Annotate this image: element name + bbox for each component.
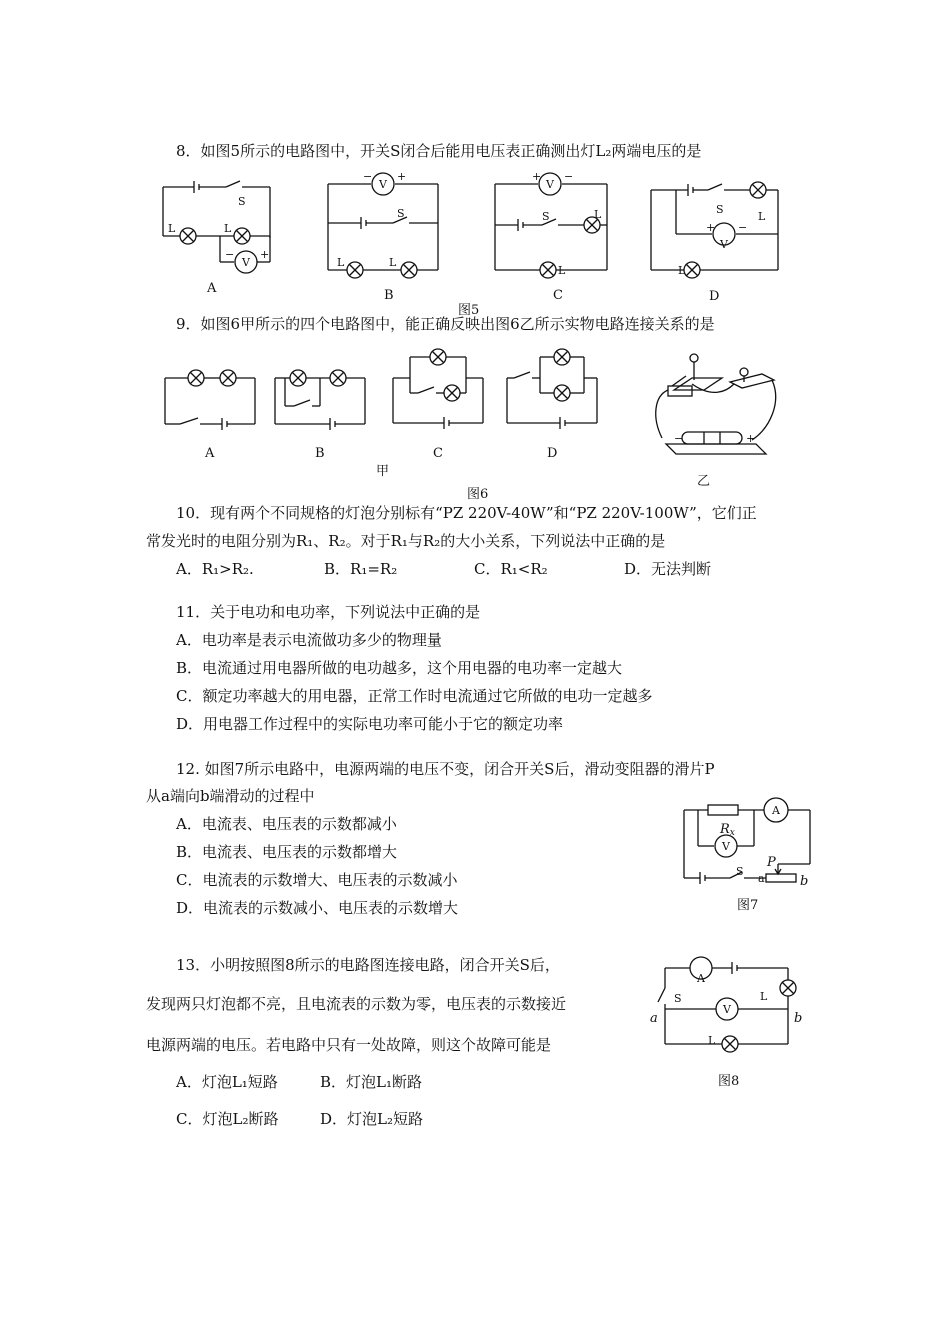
fig7-caption: 图7	[737, 898, 759, 913]
fig5-circuit-d	[648, 178, 783, 288]
fig5-circuit-a	[158, 178, 278, 278]
fig8-b-label: b	[794, 1011, 803, 1026]
q10-option-c: C．R₁<R₂	[474, 560, 548, 578]
svg-text:V: V	[720, 238, 728, 251]
q12-option-d: D．电流表的示数减小、电压表的示数增大	[176, 899, 459, 917]
svg-text:L: L	[758, 210, 766, 223]
q10-option-b: B．R₁=R₂	[324, 560, 398, 578]
svg-text:S: S	[674, 992, 682, 1005]
q10-option-a: A．R₁>R₂.	[176, 560, 254, 578]
svg-text:+: +	[706, 221, 716, 234]
q12-option-b: B．电流表、电压表的示数都增大	[176, 843, 398, 861]
svg-text:−: −	[363, 170, 373, 183]
fig5-label-c: C	[553, 288, 563, 303]
svg-text:V: V	[546, 178, 554, 191]
svg-text:V: V	[723, 1003, 731, 1016]
q12-line2: 从a端向b端滑动的过程中	[146, 787, 315, 805]
svg-text:L: L	[337, 256, 345, 269]
svg-text:−: −	[674, 432, 684, 445]
fig6-circuit-a	[160, 364, 260, 434]
q11-stem: 11．关于电功和电功率，下列说法中正确的是	[176, 603, 481, 621]
fig6-circuit-d	[502, 343, 602, 433]
svg-text:V: V	[722, 840, 730, 853]
fig6-label-c: C	[433, 446, 443, 461]
svg-text:−: −	[738, 221, 748, 234]
q13-option-a: A．灯泡L₁短路	[176, 1073, 278, 1091]
fig5-label-d: D	[709, 289, 720, 304]
fig6-circuit-c	[388, 343, 488, 433]
svg-text:L: L	[594, 208, 602, 221]
svg-text:+: +	[260, 248, 270, 261]
fig6-jia-label: 甲	[376, 464, 390, 479]
q13-option-d: D．灯泡L₂短路	[320, 1110, 424, 1128]
fig7-circuit	[678, 798, 818, 893]
q11-option-c: C．额定功率越大的用电器，正常工作时电流通过它所做的电功一定越多	[176, 687, 653, 705]
svg-text:A: A	[697, 972, 705, 985]
q10-line1: 10．现有两个不同规格的灯泡分别标有“PZ 220V-40W”和“PZ 220V-100W”，它们正	[176, 504, 757, 522]
svg-text:L: L	[224, 222, 232, 235]
q12-line1: 12. 如图7所示电路中，电源两端的电压不变，闭合开关S后，滑动变阻器的滑片P	[176, 760, 715, 778]
q11-option-a: A．电功率是表示电流做功多少的物理量	[176, 631, 442, 649]
q11-option-d: D．用电器工作过程中的实际电功率可能小于它的额定功率	[176, 715, 564, 733]
q13-option-c: C．灯泡L₂断路	[176, 1110, 279, 1128]
svg-text:L: L	[389, 256, 397, 269]
svg-text:A: A	[772, 804, 780, 817]
q12-option-c: C．电流表的示数增大、电压表的示数减小	[176, 871, 458, 889]
fig6-yi-label: 乙	[697, 474, 711, 489]
fig6-physical-circuit	[652, 348, 777, 463]
q9-stem: 9．如图6甲所示的四个电路图中，能正确反映出图6乙所示实物电路连接关系的是	[176, 315, 715, 333]
svg-text:a: a	[758, 872, 765, 885]
fig7-rx-label: $R_x$	[720, 822, 735, 838]
fig6-label-d: D	[547, 446, 558, 461]
fig5-caption: 图5	[458, 303, 480, 318]
fig5-label-b: B	[384, 288, 394, 303]
q13-line2: 发现两只灯泡都不亮，且电流表的示数为零，电压表的示数接近	[146, 995, 567, 1013]
q10-line2: 常发光时的电阻分别为R₁、R₂。对于R₁与R₂的大小关系，下列说法中正确的是	[146, 532, 666, 550]
fig6-label-b: B	[315, 446, 325, 461]
svg-text:S: S	[736, 865, 744, 878]
q11-option-b: B．电流通过用电器所做的电功越多，这个用电器的电功率一定越大	[176, 659, 623, 677]
svg-text:−: −	[564, 170, 574, 183]
svg-text:S: S	[542, 210, 550, 223]
svg-text:L: L	[678, 264, 686, 277]
q12-option-a: A．电流表、电压表的示数都减小	[176, 815, 397, 833]
fig7-b-label: b	[800, 874, 809, 889]
svg-text:L: L	[168, 222, 176, 235]
fig6-caption: 图6	[467, 487, 489, 502]
fig8-caption: 图8	[718, 1074, 740, 1089]
q13-line3: 电源两端的电压。若电路中只有一处故障，则这个故障可能是	[146, 1036, 552, 1054]
q8-stem: 8．如图5所示的电路图中，开关S闭合后能用电压表正确测出灯L₂两端电压的是	[176, 142, 702, 160]
fig7-p-label: P	[767, 855, 776, 870]
svg-text:V: V	[242, 256, 250, 269]
svg-text:L: L	[708, 1034, 716, 1047]
svg-text:+: +	[532, 170, 542, 183]
svg-text:L: L	[558, 264, 566, 277]
fig6-label-a: A	[205, 446, 215, 461]
fig8-a-label: a	[650, 1011, 658, 1026]
fig6-circuit-b	[270, 364, 370, 434]
fig5-label-a: A	[207, 281, 217, 296]
svg-text:S: S	[397, 207, 405, 220]
svg-text:L: L	[760, 990, 768, 1003]
q10-option-d: D．无法判断	[624, 560, 712, 578]
svg-text:V: V	[379, 178, 387, 191]
q13-line1: 13．小明按照图8所示的电路图连接电路，闭合开关S后，	[176, 956, 560, 974]
fig8-circuit	[650, 958, 810, 1063]
svg-text:+: +	[397, 170, 407, 183]
svg-text:−: −	[225, 248, 235, 261]
svg-text:S: S	[716, 203, 724, 216]
q13-option-b: B．灯泡L₁断路	[320, 1073, 422, 1091]
svg-text:+: +	[746, 432, 756, 445]
fig5-circuit-b	[323, 170, 443, 280]
fig5-circuit-c	[490, 170, 615, 280]
svg-text:S: S	[238, 195, 246, 208]
